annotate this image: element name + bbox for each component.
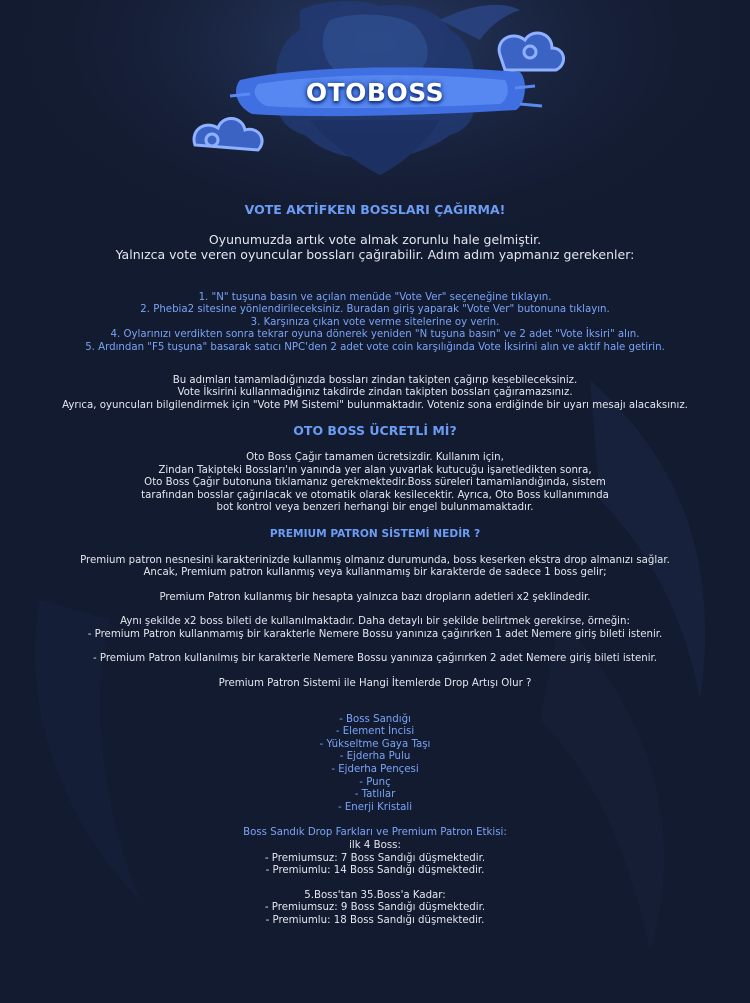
vote-after-line: Ayrıca, oyuncuları bilgilendirmek için "Vote PM Sistemi" bulunmaktadır. Voteniz sona erdiğinde bir uyarı mesajı alacaksınız. xyxy=(62,399,688,411)
vote-step: 4. Oylarınızı verdikten sonra tekrar oyuna dönerek yeniden "N tuşuna basın" ve 2 adet "Vote İksiri" alın. xyxy=(110,329,640,341)
drops-group-1 xyxy=(0,840,750,878)
free-line: Zindan Takipteki Bossları'ın yanında yer alan yuvarlak kutucuğu işaretledikten sonra, xyxy=(158,464,592,476)
drops-line: ilk 4 Boss: xyxy=(349,840,401,851)
list-item: - Yükseltme Gaya Taşı xyxy=(319,738,431,750)
vote-step: 1. "N" tuşuna basın ve açılan menüde "Vote Ver" seçeneğine tıklayın. xyxy=(198,291,552,303)
vote-after-line: Bu adımları tamamladığınızda bossları zindan takipten çağırıp kesebileceksiniz. xyxy=(172,374,578,386)
drops-line: - Premiumsuz: 9 Boss Sandığı düşmektedir. xyxy=(264,902,486,914)
list-item: - Ejderha Pulu xyxy=(339,751,411,763)
vote-intro-line: Yalnızca vote veren oyuncular bossları çağırabilir. Adım adım yapmanız gerekenler: xyxy=(115,246,635,262)
drops-line: - Premiumlu: 18 Boss Sandığı düşmektedir. xyxy=(265,914,485,926)
premium-line: Ancak, Premium patron kullanmış veya kullanmamış bir karakterde de sadece 1 boss gelir; xyxy=(143,567,607,579)
free-line: bot kontrol veya benzeri herhangi bir engel bulunmamaktadır. xyxy=(216,502,534,514)
premium-p2: Premium Patron kullanmış bir hesapta yalnızca bazı dropların adetleri x2 şeklindedir. xyxy=(159,591,591,603)
list-item: - Enerji Kristali xyxy=(337,801,413,813)
vote-after-line: Vote İksirini kullanmadığınız takdirde zindan takipten bossları çağıramazsınız. xyxy=(177,387,573,399)
free-line: Oto Boss Çağır tamamen ücretsizdir. Kullanım için, xyxy=(246,451,504,463)
vote-intro-line: Oyunumuzda artık vote almak zorunlu hale gelmiştir. xyxy=(208,231,542,247)
premium-line: Aynı şekilde x2 boss bileti de kullanılmaktadır. Daha detaylı bir şekilde belirtmek gerekirse, örneğin: xyxy=(120,616,630,628)
cloud-right-icon xyxy=(499,33,563,70)
drops-title: Boss Sandık Drop Farkları ve Premium Patron Etkisi: xyxy=(243,827,507,839)
vote-step: 2. Phebia2 sitesine yönlendirileceksiniz. Buradan giriş yaparak "Vote Ver" butonuna tıklayın. xyxy=(140,304,610,316)
drops-group-2 xyxy=(0,890,750,928)
drops-line: - Premiumlu: 14 Boss Sandığı düşmektedir. xyxy=(265,865,485,877)
premium-items xyxy=(0,714,750,815)
vote-intro xyxy=(0,232,750,262)
free-line: Oto Boss Çağır butonuna tıklamanız gerekmektedir.Boss süreleri tamamlandığında, sistem xyxy=(144,477,606,489)
list-item: - Ejderha Pençesi xyxy=(331,764,419,776)
list-item: - Tatlılar xyxy=(354,789,396,801)
premium-p1 xyxy=(0,555,750,580)
drops-line: - Premiumsuz: 7 Boss Sandığı düşmektedir. xyxy=(264,852,486,864)
drops-line: 5.Boss'tan 35.Boss'a Kadar: xyxy=(304,889,446,901)
vote-after xyxy=(0,375,750,413)
premium-title: PREMIUM PATRON SİSTEMİ NEDİR ? xyxy=(269,527,481,540)
list-item: - Element İncisi xyxy=(335,726,415,738)
premium-line: Premium patron nesnesini karakterinizde kullanmış olmanız durumunda, boss keserken ekstra drop almanızı sağlar. xyxy=(80,554,670,566)
free-title: OTO BOSS ÜCRETLİ Mİ? xyxy=(293,423,457,439)
free-body xyxy=(0,452,750,515)
premium-question: Premium Patron Sistemi ile Hangi İtemlerde Drop Artışı Olur ? xyxy=(218,678,532,690)
premium-p4: - Premium Patron kullanılmış bir karakterle Nemere Bossu yanınıza çağırırken 2 adet Nemere giriş bileti istenir. xyxy=(92,653,658,665)
logo-banner xyxy=(0,0,750,190)
list-item: - Boss Sandığı xyxy=(339,713,411,725)
vote-step: 3. Karşınıza çıkan vote verme sitelerine oy verin. xyxy=(250,316,500,328)
premium-line: - Premium Patron kullanmamış bir karakterle Nemere Bossu yanınıza çağırırken 1 adet Nemere giriş bileti istenir. xyxy=(87,628,663,640)
premium-p3 xyxy=(0,616,750,641)
logo-title: OTOBOSS xyxy=(305,78,445,107)
list-item: - Punç xyxy=(359,776,391,788)
vote-steps xyxy=(0,292,750,355)
cloud-left-icon xyxy=(194,118,262,150)
free-line: tarafından bosslar çağırılacak ve otomatik olarak kesilecektir. Ayrıca, Oto Boss kullanımında xyxy=(141,489,609,501)
vote-step: 5. Ardından "F5 tuşuna" basarak satıcı NPC'den 2 adet vote coin karşılığında Vote İksirini alın ve aktif hale getirin. xyxy=(85,341,665,353)
vote-title: VOTE AKTİFKEN BOSSLARI ÇAĞIRMA! xyxy=(244,202,506,217)
